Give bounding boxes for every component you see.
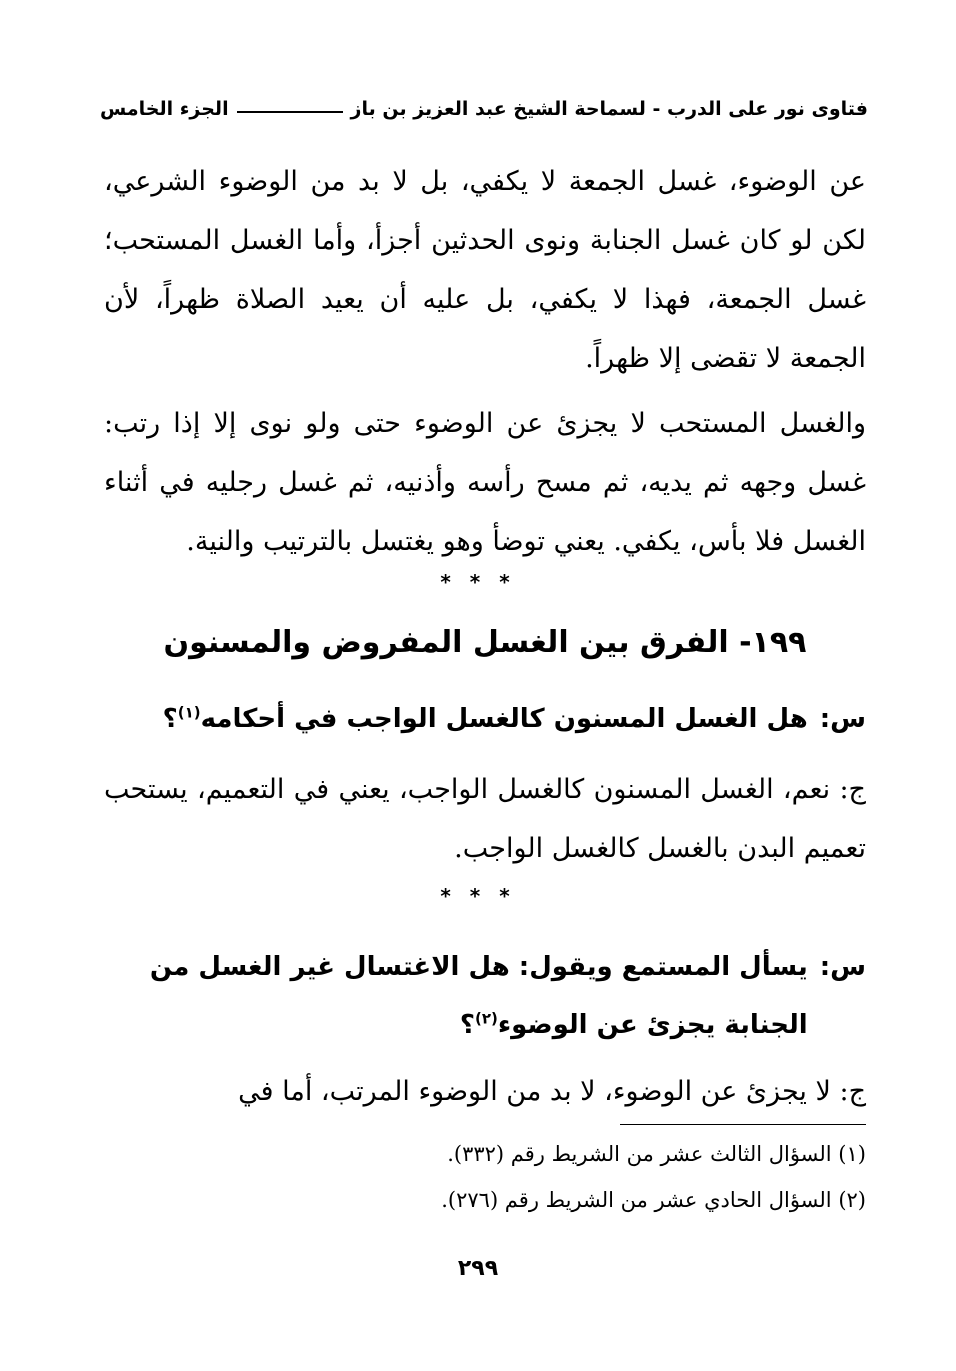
separator-stars-1: * * * bbox=[440, 570, 516, 594]
question-2-text: يسأل المستمع ويقول: هل الاغتسال غير الغسل من الجنابة يجزئ عن الوضوء bbox=[149, 952, 808, 1040]
footnote-ref-2: (٢) bbox=[475, 1009, 498, 1028]
question-1-end-mark: ؟ bbox=[162, 704, 178, 734]
answer-2: ج: لا يجزئ عن الوضوء، لا بد من الوضوء المرتب، أما في bbox=[238, 1076, 866, 1107]
header-rule bbox=[237, 111, 343, 113]
question-1 bbox=[104, 690, 866, 748]
question-text bbox=[104, 938, 808, 1054]
body-paragraph-1: عن الوضوء، غسل الجمعة لا يكفي، بل لا بد من الوضوء الشرعي، لكن لو كان غسل الجنابة ونوى الحدثين أجزأ، وأما الغسل المستحب؛ غسل الجمعة، فهذا لا يكفي، بل عليه أن يعيد الصلاة ظهراً، لأن الجمعة لا تقضى إلا ظهراً. bbox=[104, 166, 866, 374]
separator-stars-2: * * * bbox=[440, 884, 516, 908]
volume-label: الجزء الخامس bbox=[100, 98, 229, 120]
answer-1: ج: نعم، الغسل المسنون كالغسل الواجب، يعني في التعميم، يستحب تعميم البدن بالغسل كالغسل الواجب. bbox=[104, 774, 866, 864]
book-title: فتاوى نور على الدرب - لسماحة الشيخ عبد العزيز بن باز bbox=[350, 98, 868, 120]
question-2 bbox=[104, 938, 866, 1054]
section-title: ١٩٩- الفرق بين الغسل المفروض والمسنون bbox=[163, 625, 807, 660]
question-marker: س: bbox=[819, 952, 866, 982]
footnote-2: (٢) السؤال الحادي عشر من الشريط رقم (٢٧٦). bbox=[441, 1188, 866, 1212]
question-text bbox=[104, 690, 808, 748]
footnote-rule bbox=[620, 1124, 866, 1125]
footnote-ref-1: (١) bbox=[177, 703, 201, 722]
question-2-end-mark: ؟ bbox=[459, 1010, 475, 1040]
question-1-text: هل الغسل المسنون كالغسل الواجب في أحكامه bbox=[200, 704, 808, 734]
page-number: ٢٩٩ bbox=[457, 1256, 499, 1281]
body-paragraph-2: والغسل المستحب لا يجزئ عن الوضوء حتى ولو نوى إلا إذا رتب: غسل وجهه ثم يديه، ثم مسح رأسه وأذنيه، ثم غسل رجليه في أثناء الغسل فلا بأس، يكفي. يعني توضأ وهو يغتسل بالترتيب والنية. bbox=[104, 408, 866, 557]
question-marker: س: bbox=[819, 704, 866, 734]
footnote-1: (١) السؤال الثالث عشر من الشريط رقم (٣٣٢). bbox=[447, 1142, 866, 1166]
running-header bbox=[100, 92, 868, 126]
